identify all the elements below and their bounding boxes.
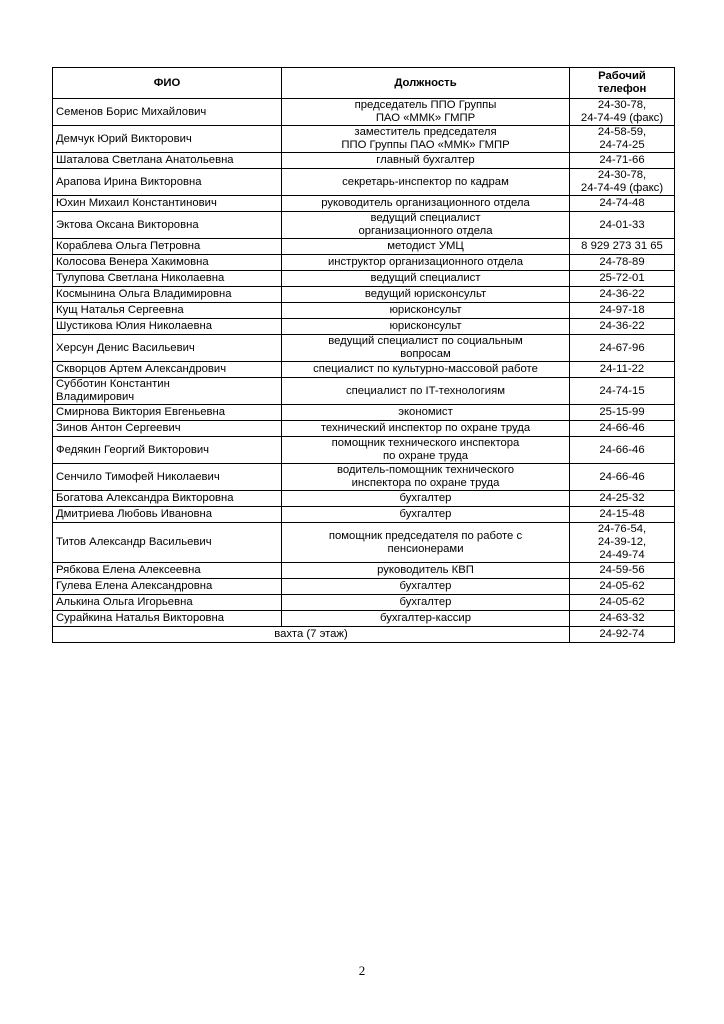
table-row-vakhta — [53, 627, 675, 643]
employee-phone-line: 24-66-46 — [599, 443, 645, 456]
header-phone-line: телефон — [597, 83, 647, 95]
employee-phone-line: 24-76-54, — [597, 523, 647, 535]
employee-position — [282, 303, 570, 319]
employee-name-line: Рябкова Елена Алексеевна — [56, 564, 201, 576]
employee-name — [53, 523, 282, 563]
table-row — [53, 507, 675, 523]
employee-name — [53, 491, 282, 507]
employee-phone — [570, 362, 675, 378]
employee-phone-line: 24-36-22 — [599, 288, 645, 300]
table-row — [53, 239, 675, 255]
employee-name-line: Федякин Георгий Викторович — [56, 443, 210, 456]
employee-name-line: Сенчило Тимофей Николаевич — [56, 470, 220, 483]
employee-position-line: инспектора по охране труда — [351, 477, 500, 489]
employee-name — [53, 362, 282, 378]
table-row — [53, 563, 675, 579]
header-phone — [570, 68, 675, 99]
employee-position-line: помощник технического инспектора — [331, 437, 520, 449]
employee-position-line: вопросам — [400, 348, 451, 360]
table-row — [53, 287, 675, 303]
table-row — [53, 169, 675, 196]
employee-name — [53, 563, 282, 579]
employee-position-line: руководитель КВП — [377, 564, 474, 576]
employee-position-line: ведущий специалист — [370, 212, 481, 224]
employee-name-line: Тулупова Светлана Николаевна — [56, 272, 225, 284]
employee-phone-line: 24-66-46 — [599, 470, 645, 483]
employee-name-line: Сурайкина Наталья Викторовна — [56, 612, 225, 624]
employee-phone-line: 24-67-96 — [599, 341, 645, 354]
employee-position — [282, 595, 570, 611]
employee-name-line: Субботин Константин — [56, 378, 170, 390]
employee-name — [53, 405, 282, 421]
employee-position — [282, 563, 570, 579]
table-row — [53, 437, 675, 464]
employee-phone — [570, 126, 675, 153]
employee-phone-line: 24-97-18 — [599, 304, 645, 316]
employee-phone-line: 24-78-89 — [599, 256, 645, 268]
employee-position-line: по охране труда — [382, 450, 469, 462]
table-row — [53, 303, 675, 319]
employee-position-line: ПАО «ММК» ГМПР — [375, 112, 476, 124]
employee-name-line: Кораблева Ольга Петровна — [56, 240, 201, 252]
employee-phone-line: 24-66-46 — [599, 422, 645, 434]
employee-position-line: ведущий специалист по социальным — [328, 335, 523, 347]
employee-name — [53, 464, 282, 491]
table-row — [53, 319, 675, 335]
employee-phone-line: 24-05-62 — [599, 580, 645, 592]
employee-phone-line: 24-25-32 — [599, 492, 645, 504]
employee-name — [53, 239, 282, 255]
employee-position-line: руководитель организационного отдела — [321, 197, 530, 209]
employee-position — [282, 287, 570, 303]
employee-phone-line: 8 929 273 31 65 — [581, 240, 663, 252]
employee-phone — [570, 563, 675, 579]
table-row — [53, 579, 675, 595]
table-row — [53, 255, 675, 271]
employee-phone — [570, 153, 675, 169]
employee-phone — [570, 595, 675, 611]
employee-position-line: ведущий специалист — [370, 272, 481, 284]
employee-phone — [570, 196, 675, 212]
employee-phone — [570, 464, 675, 491]
page-number: 2 — [358, 963, 366, 978]
employee-phone — [570, 507, 675, 523]
employee-name — [53, 287, 282, 303]
table-row — [53, 99, 675, 126]
employee-name-line: Шаталова Светлана Анатольевна — [56, 154, 234, 166]
employee-phone — [570, 319, 675, 335]
employee-position-line: специалист по культурно-массовой работе — [313, 363, 538, 375]
employee-position-line: специалист по IT-технологиям — [345, 384, 505, 397]
employee-position-line: методист УМЦ — [387, 240, 464, 252]
employee-phone-line: 24-74-49 (факс) — [580, 112, 664, 124]
employee-position-line: пенсионерами — [387, 542, 464, 555]
staff-phone-table — [52, 67, 675, 643]
employee-position — [282, 335, 570, 362]
employee-phone-line: 24-05-62 — [599, 596, 645, 608]
employee-position-line: помощник председателя по работе с — [328, 529, 523, 542]
employee-phone-line: 24-49-74 — [599, 549, 645, 561]
employee-phone — [570, 303, 675, 319]
table-row — [53, 611, 675, 627]
employee-phone-line: 24-74-15 — [599, 384, 645, 397]
employee-phone — [570, 287, 675, 303]
employee-phone-line: 24-74-49 (факс) — [580, 182, 664, 194]
header-position: Должность — [282, 68, 570, 99]
table-row — [53, 126, 675, 153]
employee-name — [53, 437, 282, 464]
employee-position-line: экономист — [398, 406, 453, 418]
employee-phone — [570, 99, 675, 126]
employee-position — [282, 196, 570, 212]
employee-position-line: главный бухгалтер — [376, 154, 475, 166]
employee-position-line: председатель ППО Группы — [354, 99, 497, 111]
table-row — [53, 523, 675, 563]
employee-phone — [570, 579, 675, 595]
employee-name — [53, 335, 282, 362]
employee-name — [53, 99, 282, 126]
employee-name — [53, 153, 282, 169]
employee-name — [53, 611, 282, 627]
employee-position — [282, 362, 570, 378]
employee-name — [53, 169, 282, 196]
employee-position — [282, 169, 570, 196]
employee-position — [282, 319, 570, 335]
employee-position — [282, 153, 570, 169]
employee-name-line: Скворцов Артем Александрович — [56, 363, 227, 375]
employee-phone — [570, 491, 675, 507]
employee-name-line: Кущ Наталья Сергеевна — [56, 304, 184, 316]
table-row — [53, 595, 675, 611]
employee-position-line: бухгалтер — [399, 492, 452, 504]
employee-position-line: бухгалтер — [399, 580, 452, 592]
employee-phone — [570, 169, 675, 196]
table-row — [53, 464, 675, 491]
employee-name — [53, 196, 282, 212]
employee-name-line: Эктова Оксана Викторовна — [56, 218, 199, 231]
employee-phone-line: 24-39-12, — [597, 536, 647, 548]
employee-name-line: Демчук Юрий Викторович — [56, 132, 192, 145]
employee-name-line: Зинов Антон Сергеевич — [56, 422, 181, 434]
employee-position-line: юрисконсульт — [389, 320, 462, 332]
table-row — [53, 491, 675, 507]
employee-name-line: Космынина Ольга Владимировна — [56, 288, 232, 300]
table-row — [53, 405, 675, 421]
employee-position-line: водитель-помощник технического — [337, 464, 514, 476]
employee-name — [53, 319, 282, 335]
table-body — [53, 99, 675, 627]
employee-position — [282, 255, 570, 271]
employee-name — [53, 507, 282, 523]
employee-position — [282, 239, 570, 255]
employee-phone-line: 24-71-66 — [599, 154, 645, 166]
employee-position-line: бухгалтер — [399, 508, 452, 520]
employee-phone — [570, 405, 675, 421]
vakhta-phone: 24-92-74 — [570, 627, 675, 643]
employee-name-line: Титов Александр Васильевич — [56, 536, 212, 548]
employee-phone-line: 25-15-99 — [599, 406, 645, 418]
header-name: ФИО — [53, 68, 282, 99]
table-header-row — [53, 68, 675, 99]
employee-position-line: ППО Группы ПАО «ММК» ГМПР — [341, 139, 510, 151]
employee-name — [53, 271, 282, 287]
employee-name — [53, 579, 282, 595]
employee-position — [282, 99, 570, 126]
employee-position-line: юрисконсульт — [389, 304, 462, 316]
employee-phone — [570, 437, 675, 464]
table-row — [53, 335, 675, 362]
employee-position — [282, 579, 570, 595]
header-phone-line: Рабочий — [598, 70, 646, 82]
employee-name — [53, 126, 282, 153]
table-row — [53, 362, 675, 378]
employee-position — [282, 212, 570, 239]
employee-name — [53, 255, 282, 271]
employee-name — [53, 303, 282, 319]
employee-position-line: секретарь-инспектор по кадрам — [342, 175, 509, 188]
employee-position — [282, 271, 570, 287]
employee-position-line: технический инспектор по охране труда — [320, 422, 531, 434]
employee-phone-line: 24-58-59, — [597, 126, 647, 138]
employee-phone — [570, 239, 675, 255]
employee-position — [282, 378, 570, 405]
employee-name-line: Колосова Венера Хакимовна — [56, 256, 209, 268]
employee-phone-line: 24-01-33 — [599, 218, 645, 231]
employee-phone-line: 24-74-25 — [599, 139, 645, 151]
employee-position — [282, 464, 570, 491]
employee-position — [282, 437, 570, 464]
employee-position — [282, 405, 570, 421]
employee-phone-line: 24-63-32 — [599, 612, 645, 624]
employee-phone — [570, 212, 675, 239]
employee-name-line: Богатова Александра Викторовна — [56, 492, 234, 504]
employee-name-line: Владимирович — [56, 391, 135, 403]
table-row — [53, 378, 675, 405]
employee-position — [282, 421, 570, 437]
employee-position-line: ведущий юрисконсульт — [364, 288, 487, 300]
employee-position-line: заместитель председателя — [354, 126, 497, 138]
table-row — [53, 153, 675, 169]
employee-position — [282, 523, 570, 563]
employee-position-line: организационного отдела — [358, 225, 493, 237]
employee-phone — [570, 378, 675, 405]
employee-phone-line: 24-74-48 — [599, 197, 645, 209]
table-row — [53, 421, 675, 437]
employee-phone-line: 24-11-22 — [599, 363, 645, 375]
employee-position — [282, 611, 570, 627]
employee-phone — [570, 335, 675, 362]
employee-name-line: Юхин Михаил Константинович — [56, 197, 217, 209]
employee-name-line: Гулева Елена Александровна — [56, 580, 213, 592]
employee-position-line: инструктор организационного отдела — [327, 256, 524, 268]
employee-phone-line: 24-59-56 — [599, 564, 645, 576]
employee-phone — [570, 271, 675, 287]
employee-phone-line: 24-15-48 — [599, 508, 645, 520]
employee-phone-line: 24-30-78, — [597, 99, 647, 111]
employee-phone — [570, 523, 675, 563]
employee-name-line: Шустикова Юлия Николаевна — [56, 320, 212, 332]
employee-position — [282, 126, 570, 153]
employee-phone-line: 24-36-22 — [599, 320, 645, 332]
employee-name — [53, 212, 282, 239]
employee-phone-line: 25-72-01 — [599, 272, 645, 284]
table-row — [53, 196, 675, 212]
employee-name — [53, 378, 282, 405]
employee-phone — [570, 421, 675, 437]
employee-name-line: Алькина Ольга Игорьевна — [56, 596, 193, 608]
employee-phone — [570, 611, 675, 627]
table-row — [53, 212, 675, 239]
table-row — [53, 271, 675, 287]
employee-name-line: Дмитриева Любовь Ивановна — [56, 508, 213, 520]
employee-phone — [570, 255, 675, 271]
employee-phone-line: 24-30-78, — [597, 169, 647, 181]
employee-name-line: Арапова Ирина Викторовна — [56, 175, 202, 188]
employee-name-line: Херсун Денис Васильевич — [56, 341, 195, 354]
employee-name-line: Смирнова Виктория Евгеньевна — [56, 406, 226, 418]
employee-name — [53, 595, 282, 611]
employee-position-line: бухгалтер — [399, 596, 452, 608]
vakhta-label: вахта (7 этаж) — [53, 627, 570, 643]
employee-position — [282, 491, 570, 507]
employee-position — [282, 507, 570, 523]
employee-name-line: Семенов Борис Михайлович — [56, 105, 207, 118]
employee-name — [53, 421, 282, 437]
employee-position-line: бухгалтер-кассир — [379, 612, 471, 624]
